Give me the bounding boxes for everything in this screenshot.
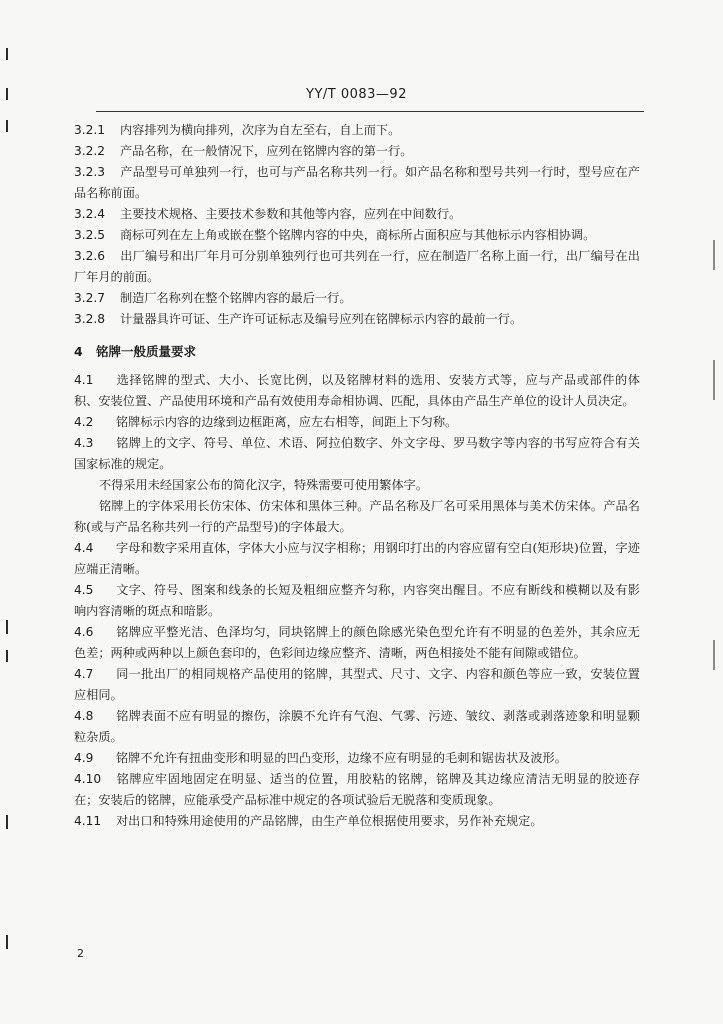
- clause-number: 4.10: [74, 772, 102, 786]
- clauses-4b-list: [74, 538, 640, 832]
- clause-number: 3.2.7: [74, 291, 106, 305]
- clause-text: 铭牌应牢固地固定在明显、适当的位置，用胶粘的铭牌，铭牌及其边缘应清洁无明显的胶迹存在；安装后的铭牌，应能承受产品标准中规定的各项试验后无脱落和变质现象。: [74, 772, 640, 807]
- page-number: 2: [77, 947, 84, 960]
- clause-text: 产品名称，在一般情况下，应列在铭牌内容的第一行。: [120, 144, 413, 158]
- clause-text: 同一批出厂的相同规格产品使用的铭牌，其型式、尺寸、文字、内容和颜色等应一致，安装位置应相同。: [74, 667, 640, 702]
- scan-margin-mark: [6, 620, 8, 634]
- scan-edge-mark: [713, 360, 715, 400]
- clause-number: 3.2.8: [74, 312, 106, 326]
- clause-number: 4.6: [74, 625, 94, 639]
- clause-text: 铭牌不允许有扭曲变形和明显的凹凸变形，边缘不应有明显的毛刺和锯齿状及波形。: [116, 751, 567, 765]
- clause-number: 3.2.1: [74, 123, 106, 137]
- clause-number: 3.2.5: [74, 228, 106, 242]
- clause-paragraph: [74, 706, 640, 748]
- clause-paragraph: [74, 225, 640, 246]
- clause-text: 对出口和特殊用途使用的产品铭牌，由生产单位根据使用要求，另作补充规定。: [116, 814, 543, 828]
- clause-paragraph: [74, 309, 640, 330]
- section-4-heading: [74, 341, 640, 362]
- header-rule: [96, 111, 644, 112]
- clause-paragraph: [74, 370, 640, 412]
- clauses-4-list: [74, 370, 640, 475]
- clause-number: 3.2.2: [74, 144, 106, 158]
- clause-4-3-continuation: [74, 475, 640, 538]
- clause-paragraph: [74, 412, 640, 433]
- clause-text: 铭牌应平整光洁、色泽均匀，同块铭牌上的颜色除感光染色型允许有不明显的色差外，其余应无色差；两种或两种以上颜色套印的，色彩间边缘应整齐、清晰，两色相接处不能有间隙或错位。: [74, 625, 640, 660]
- clause-paragraph: [74, 120, 640, 141]
- clause-text: 计量器具许可证、生产许可证标志及编号应列在铭牌标示内容的最前一行。: [120, 312, 523, 326]
- scan-margin-mark: [6, 120, 8, 132]
- clause-paragraph: [74, 580, 640, 622]
- clause-text: 主要技术规格、主要技术参数和其他等内容，应列在中间数行。: [120, 207, 462, 221]
- clause-text: 选择铭牌的型式、大小、长宽比例，以及铭牌材料的选用、安装方式等，应与产品或部件的体积、安装位置、产品使用环境和产品有效使用寿命相协调、匹配，具体由产品生产单位的设计人员决定。: [74, 373, 640, 408]
- clause-number: 4.1: [74, 373, 94, 387]
- clause-text: 内容排列为横向排列，次序为自左至右，自上而下。: [120, 123, 401, 137]
- clause-paragraph: [74, 288, 640, 309]
- clause-paragraph: [74, 204, 640, 225]
- clause-number: 4.5: [74, 583, 94, 597]
- clause-number: 3.2.4: [74, 207, 106, 221]
- scan-margin-mark: [6, 650, 8, 662]
- clause-number: 4.2: [74, 415, 94, 429]
- section-number: 4: [74, 344, 83, 359]
- scan-edge-mark: [713, 240, 715, 270]
- scan-edge-mark: [713, 640, 715, 670]
- clause-paragraph: [74, 748, 640, 769]
- clause-text: 出厂编号和出厂年月可分别单独列行也可共列在一行，应在制造厂名称上面一行，出厂编号在出厂年月的前面。: [74, 249, 640, 284]
- scan-margin-mark: [6, 935, 8, 949]
- clause-paragraph: [74, 622, 640, 664]
- scan-margin-mark: [6, 48, 8, 60]
- clause-paragraph: [74, 811, 640, 832]
- clause-text: 铭牌标示内容的边缘到边框距离，应左右相等，间距上下匀称。: [116, 415, 458, 429]
- clause-text: 制造厂名称列在整个铭牌内容的最后一行。: [120, 291, 352, 305]
- clause-paragraph: [74, 141, 640, 162]
- clause-text: 字母和数字采用直体，字体大小应与汉字相称；用钢印打出的内容应留有空白(矩形块)位置，字迹应端正清晰。: [74, 541, 640, 576]
- clause-paragraph: [74, 538, 640, 580]
- section-title: 铭牌一般质量要求: [96, 344, 197, 359]
- clause-paragraph: [74, 162, 640, 204]
- clause-text: 文字、符号、图案和线条的长短及粗细应整齐匀称，内容突出醒目。不应有断线和模糊以及有影响内容清晰的斑点和暗影。: [74, 583, 640, 618]
- clause-number: 3.2.3: [74, 165, 106, 179]
- clause-number: 4.9: [74, 751, 94, 765]
- clause-number: 3.2.6: [74, 249, 106, 263]
- scan-margin-mark: [6, 88, 8, 100]
- clause-number: 4.8: [74, 709, 94, 723]
- clause-text: 铭牌上的文字、符号、单位、术语、阿拉伯数字、外文字母、罗马数字等内容的书写应符合有关国家标准的规定。: [74, 436, 640, 471]
- clause-number: 4.11: [74, 814, 102, 828]
- standard-code-header: YY/T 0083—92: [306, 87, 407, 102]
- clause-number: 4.4: [74, 541, 94, 555]
- clause-paragraph: [74, 664, 640, 706]
- clause-number: 4.7: [74, 667, 94, 681]
- clause-paragraph: [74, 246, 640, 288]
- clause-text: 商标可列在左上角或嵌在整个铭牌内容的中央，商标所占面积应与其他标示内容相协调。: [120, 228, 596, 242]
- clause-paragraph: 铭牌上的字体采用长仿宋体、仿宋体和黑体三种。产品名称及厂名可采用黑体与美术仿宋体。产品名称(或与产品名称共列一行的产品型号)的字体最大。: [74, 499, 640, 534]
- clause-text: 铭牌表面不应有明显的擦伤，涂膜不允许有气泡、气雾、污迹、皱纹、剥落或剥落迹象和明显颗粒杂质。: [74, 709, 640, 744]
- clauses-3-2-list: [74, 120, 640, 330]
- scan-margin-mark: [6, 815, 8, 829]
- clause-text: 产品型号可单独列一行，也可与产品名称共列一行。如产品名称和型号共列一行时，型号应在产品名称前面。: [74, 165, 640, 200]
- clause-paragraph: [74, 433, 640, 475]
- clause-paragraph: [74, 769, 640, 811]
- clause-paragraph: 不得采用未经国家公布的简化汉字，特殊需要可使用繁体字。: [99, 478, 429, 492]
- clause-number: 4.3: [74, 436, 94, 450]
- document-body: [74, 120, 640, 832]
